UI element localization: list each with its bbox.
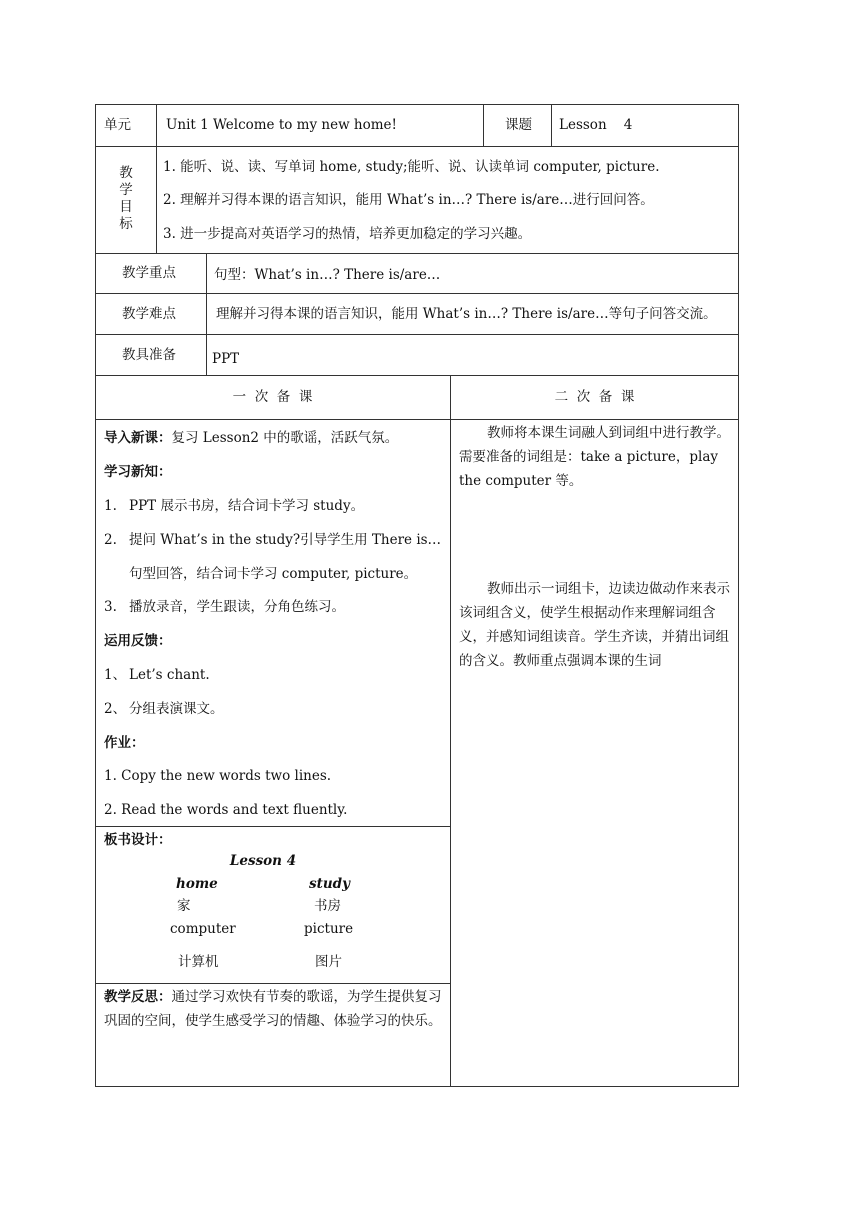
step-text: PPT 展示书房，结合词卡学习 study。 xyxy=(129,498,365,514)
homework-item: 2. Read the words and text fluently. xyxy=(104,802,348,818)
feedback-number: 1、 xyxy=(104,667,127,683)
row-divider xyxy=(95,293,739,294)
row-divider xyxy=(95,419,739,420)
row-divider xyxy=(95,826,450,827)
row-divider xyxy=(95,375,739,376)
materials-value: PPT xyxy=(212,351,240,367)
board-word-translation: 图片 xyxy=(315,954,342,970)
board-word: home xyxy=(176,876,218,892)
second-prep-header: 二 次 备 课 xyxy=(554,389,635,405)
second-prep-note: 教师将本课生词融人到词组中进行教学。需要准备的词组是：take a picture，play the computer 等。 xyxy=(459,425,730,489)
row-divider xyxy=(95,146,739,147)
intro-label: 导入新课： xyxy=(104,430,172,446)
reflection-text: 通过学习欢快有节奏的歌谣，为学生提供复习巩固的空间，使学生感受学习的情趣、体验学习的快乐。 xyxy=(104,989,442,1029)
step-number: 2. xyxy=(104,532,117,548)
objective-item: 2. 理解并习得本课的语言知识，能用 What’s in…? There is/are…进行回问答。 xyxy=(163,192,654,208)
topic-value: Lesson 4 xyxy=(559,117,633,133)
feedback-text: Let’s chant. xyxy=(129,667,210,683)
unit-value: Unit 1 Welcome to my new home! xyxy=(166,117,397,133)
step-text: 句型回答，结合词卡学习 computer, picture。 xyxy=(129,566,418,582)
board-word-translation: 家 xyxy=(177,898,191,914)
step-number: 1. xyxy=(104,498,117,514)
col-divider xyxy=(450,375,451,1087)
unit-label: 单元 xyxy=(104,117,131,133)
board-label: 板书设计： xyxy=(104,832,172,848)
feedback-number: 2、 xyxy=(104,701,127,717)
board-word-translation: 计算机 xyxy=(178,954,219,970)
row-divider xyxy=(95,334,739,335)
col-divider xyxy=(206,253,207,375)
board-word-translation: 书房 xyxy=(314,898,341,914)
second-prep-note: 教师出示一词组卡，边读边做动作来表示该词组含义，使学生根据动作来理解词组含义，并感知词组读音。学生齐读，并猜出词组的含义。教师重点强调本课的生词 xyxy=(459,581,730,669)
difficulties-label: 教学难点 xyxy=(122,306,176,322)
key-points-label: 教学重点 xyxy=(122,265,176,281)
materials-label: 教具准备 xyxy=(122,347,176,363)
difficulties-value: 理解并习得本课的语言知识，能用 What’s in…? There is/are…等句子问答交流。 xyxy=(216,306,717,322)
step-text: 提问 What’s in the study?引导学生用 There is… xyxy=(129,532,442,548)
board-word: picture xyxy=(304,921,354,937)
homework-label: 作业： xyxy=(104,735,145,751)
board-title: Lesson 4 xyxy=(229,853,297,869)
reflection-label: 教学反思： xyxy=(104,989,172,1005)
board-word: study xyxy=(309,876,350,892)
feedback-label: 运用反馈： xyxy=(104,633,172,649)
homework-item: 1. Copy the new words two lines. xyxy=(104,768,332,784)
step-number: 3. xyxy=(104,599,117,615)
col-divider xyxy=(156,104,157,253)
col-divider xyxy=(483,104,484,146)
intro-line xyxy=(104,429,398,447)
reflection xyxy=(104,985,447,1033)
objective-item: 1. 能听、说、读、写单词 home, study;能听、说、认读单词 computer, picture. xyxy=(163,159,660,175)
col-divider xyxy=(551,104,552,146)
objective-item: 3. 进一步提高对英语学习的热情，培养更加稳定的学习兴趣。 xyxy=(163,226,532,242)
board-word: computer xyxy=(170,921,236,937)
key-points-value: 句型：What’s in…? There is/are… xyxy=(214,267,441,283)
intro-text: 复习 Lesson2 中的歌谣，活跃气氛。 xyxy=(171,430,399,446)
feedback-text: 分组表演课文。 xyxy=(129,701,224,717)
row-divider xyxy=(95,983,450,984)
step-text: 播放录音，学生跟读，分角色练习。 xyxy=(129,599,345,615)
first-prep-header: 一 次 备 课 xyxy=(232,389,313,405)
row-divider xyxy=(95,253,739,254)
topic-label: 课题 xyxy=(505,117,532,133)
new-knowledge-label: 学习新知： xyxy=(104,464,172,480)
